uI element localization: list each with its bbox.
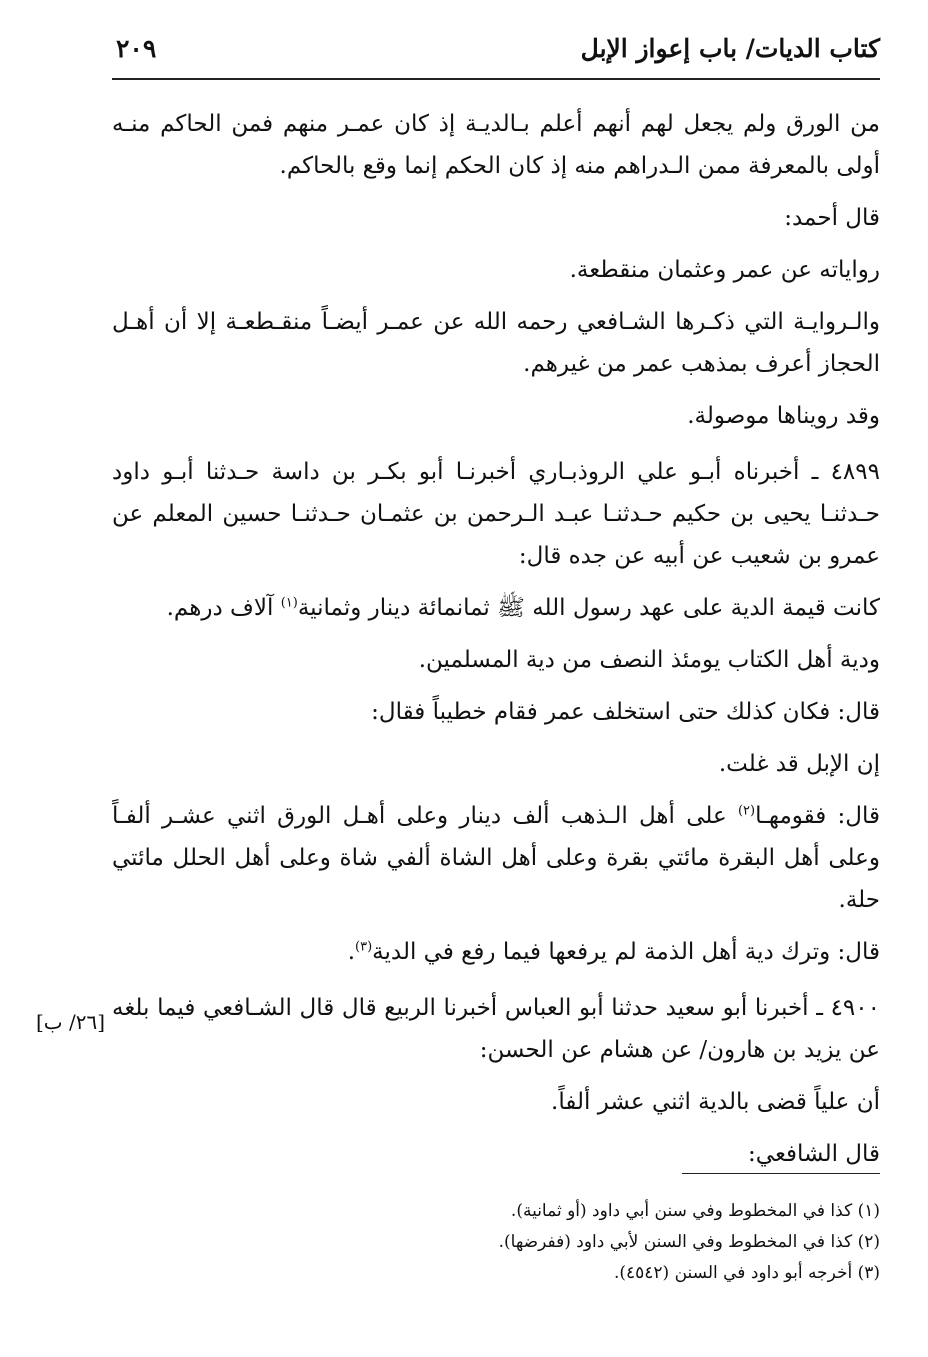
text-run: آلاف درهم. xyxy=(166,595,281,621)
hadith-4899: ٤٨٩٩ ـ أخبرناه أبـو علي الروذبـاري أخبرنـا أبو بكـر بن داسة حـدثنا أبـو داود حـدثنـا يحيى بن حكيم حـدثنـا عبـد الـرحمن بن عثمـان حـدثنـا حسين المعلم عن عمرو بن شعيب عن أبيه عن جده قال: xyxy=(112,459,880,569)
header-rule xyxy=(112,78,880,80)
running-head: كتاب الديات/ باب إعواز الإبل xyxy=(580,34,880,63)
paragraph: قال الشافعي: xyxy=(748,1141,880,1167)
text-run: كانت قيمة الدية على عهد رسول الله ﷺ ثمانمائة دينار وثمانية xyxy=(297,595,880,621)
paragraph: والـروايـة التي ذكـرها الشـافعي رحمه الله عن عمـر أيضـاً منقـطعـة إلا أن أهـل الحجاز أعرف بمذهب عمر من غيرهم. xyxy=(112,309,880,377)
paragraph xyxy=(112,795,880,921)
footnote-ref-1: (١) xyxy=(280,595,298,611)
paragraph: أن علياً قضى بالدية اثني عشر ألفاً. xyxy=(551,1089,880,1115)
footnote-rule xyxy=(682,1173,880,1174)
footnotes xyxy=(420,1196,880,1289)
paragraph: ودية أهل الكتاب يومئذ النصف من دية المسلمين. xyxy=(418,647,880,673)
text-run: على أهل الـذهب ألف دينار وعلى أهـل الورق اثني عشـر ألفـاً وعلى أهل البقرة مائتي بقرة وعلى أهل الشاة ألفي شاة وعلى أهل الحلل مائتي حلة. xyxy=(112,803,881,913)
paragraph: إن الإبل قد غلت. xyxy=(718,751,880,777)
page-number: ٢٠٩ xyxy=(116,34,157,63)
text-run: . xyxy=(347,939,356,965)
paragraph: وقد رويناها موصولة. xyxy=(687,403,880,429)
text-run: قال: وترك دية أهل الذمة لم يرفعها فيما رفع في الدية xyxy=(372,939,880,965)
paragraph: رواياته عن عمر وعثمان منقطعة. xyxy=(569,257,880,283)
main-text xyxy=(112,103,880,1185)
text-run: قال: فقومهـا xyxy=(755,803,881,829)
paragraph: قال أحمد: xyxy=(784,205,880,231)
paragraph: قال: فكان كذلك حتى استخلف عمر فقام خطيباً فقال: xyxy=(371,699,880,725)
footnote-1: (١) كذا في المخطوط وفي سنن أبي داود (أو ثمانية). xyxy=(510,1201,880,1221)
manuscript-folio-note: [٢٦/ ب] xyxy=(36,1010,106,1034)
footnote-ref-2: (٢) xyxy=(737,803,756,819)
footnote-ref-3: (٣) xyxy=(355,939,373,955)
paragraph xyxy=(112,587,880,629)
footnote-3: (٣) أخرجه أبو داود في السنن (٤٥٤٢). xyxy=(613,1263,880,1283)
hadith-4900: ٤٩٠٠ ـ أخبرنا أبو سعيد حدثنا أبو العباس أخبرنا الربيع قال قال الشـافعي فيما بلغه عن يزيد بن هارون/ عن هشام عن الحسن: xyxy=(112,995,880,1063)
footnote-2: (٢) كذا في المخطوط وفي السنن لأبي داود (ففرضها). xyxy=(498,1232,880,1252)
paragraph: من الورق ولم يجعل لهم أنهم أعلم بـالديـة إذ كان عمـر منهم فمن الحاكم منـه أولى بالمعرفة ممن الـدراهم منه إذ كان الحكم إنما وقع بالحاكم. xyxy=(112,111,880,179)
paragraph xyxy=(112,931,880,973)
page-header xyxy=(112,34,880,74)
